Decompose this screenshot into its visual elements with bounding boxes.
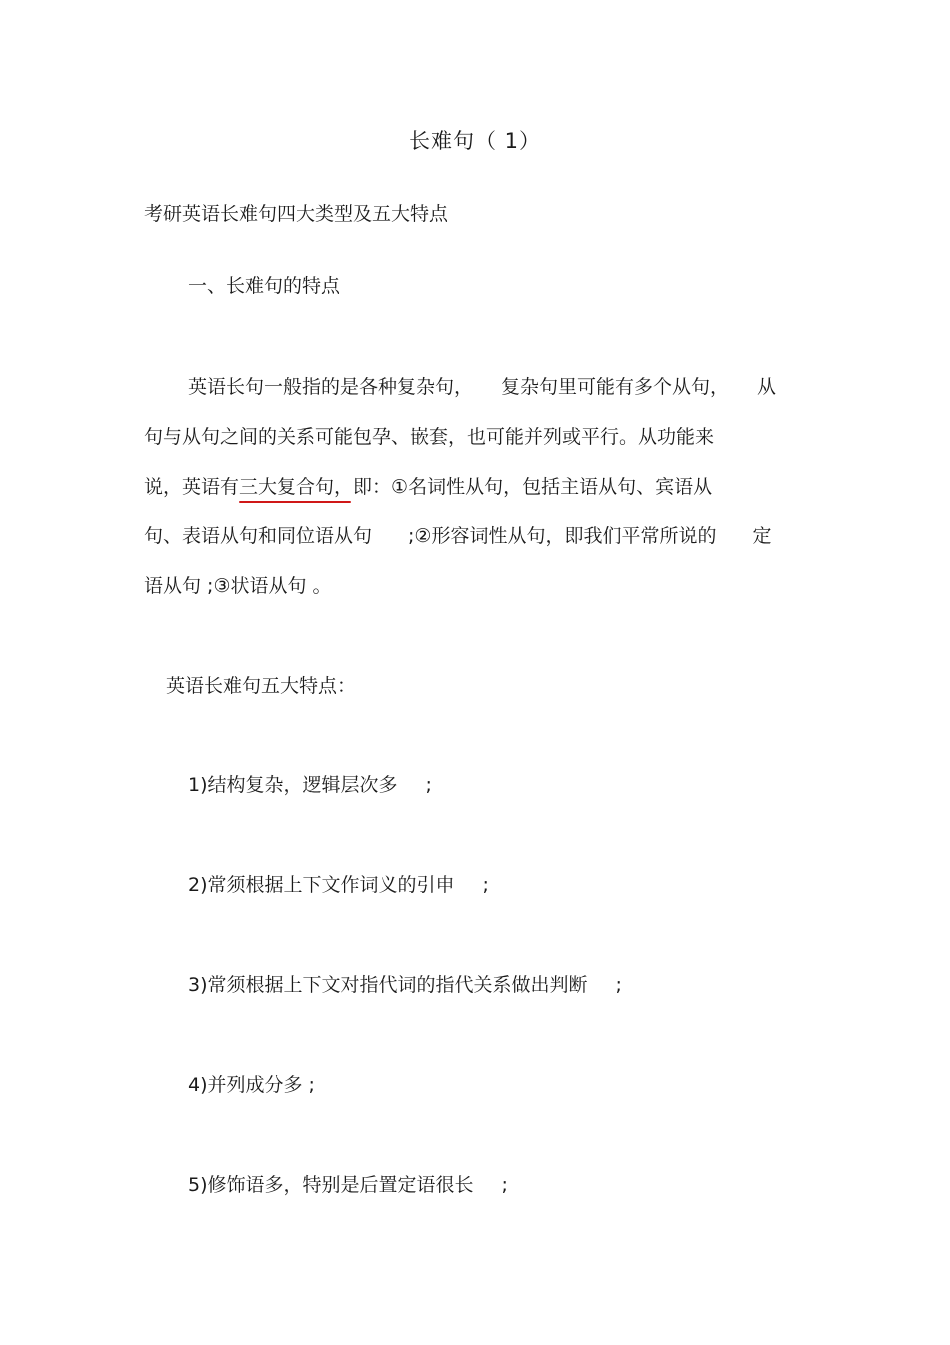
feature-item bbox=[188, 1171, 508, 1199]
feature-end: ; bbox=[425, 774, 432, 796]
feature-item bbox=[188, 1071, 315, 1099]
feature-text: 4)并列成分多 ; bbox=[188, 1074, 315, 1096]
paragraph-line-1 bbox=[188, 373, 776, 401]
paragraph-text: 复杂句里可能有多个从句， bbox=[501, 376, 730, 398]
document-subtitle: 考研英语长难句四大类型及五大特点 bbox=[144, 203, 449, 225]
feature-text: 1)结构复杂，逻辑层次多 bbox=[188, 774, 398, 796]
features-heading: 英语长难句五大特点： bbox=[166, 675, 357, 697]
section-heading: 一、长难句的特点 bbox=[188, 275, 341, 297]
feature-end: ; bbox=[615, 974, 622, 996]
feature-item bbox=[188, 771, 432, 799]
paragraph-line-3 bbox=[144, 473, 712, 501]
feature-item bbox=[188, 871, 489, 899]
feature-text: 2)常须根据上下文作词义的引申 bbox=[188, 874, 455, 896]
paragraph-text: 定 bbox=[752, 525, 772, 547]
paragraph-text: 说，英语有 bbox=[144, 476, 240, 498]
document-title: 长难句（ 1） bbox=[408, 129, 542, 153]
paragraph-text: 句、表语从句和同位语从句 bbox=[144, 525, 373, 547]
feature-end: ; bbox=[482, 874, 489, 896]
paragraph-text: 即：①名词性从句，包括主语从句、宾语从 bbox=[353, 476, 713, 498]
highlighted-phrase: 三大复合句， bbox=[239, 473, 353, 501]
paragraph-line-5: 语从句 ;③状语从句 。 bbox=[144, 575, 332, 597]
paragraph-text: 英语长句一般指的是各种复杂句， bbox=[188, 376, 474, 398]
paragraph-text: ;②形容词性从句，即我们平常所说的 bbox=[408, 525, 717, 547]
feature-end: ; bbox=[501, 1174, 508, 1196]
paragraph-line-2: 句与从句之间的关系可能包孕、嵌套，也可能并列或平行。从功能来 bbox=[144, 426, 715, 448]
paragraph-text: 从 bbox=[757, 376, 777, 398]
feature-text: 3)常须根据上下文对指代词的指代关系做出判断 bbox=[188, 974, 588, 996]
feature-item bbox=[188, 971, 622, 999]
feature-text: 5)修饰语多，特别是后置定语很长 bbox=[188, 1174, 474, 1196]
paragraph-line-4 bbox=[144, 522, 771, 550]
